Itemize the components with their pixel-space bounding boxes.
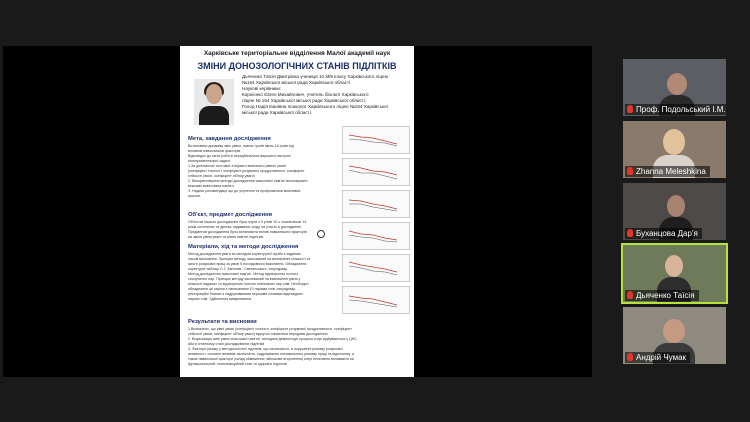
mic-muted-icon bbox=[627, 291, 633, 299]
poster-mini-chart bbox=[342, 286, 410, 314]
text-line: Встановити динаміку змін уваги, пам'яті учнів віком 14 років під bbox=[188, 144, 294, 148]
poster-authors bbox=[242, 74, 410, 116]
section-object-title: Об'єкт, предмет дослідження bbox=[188, 212, 273, 218]
author-line: Дьяченко Таїсія Дмитрівна учениця 10 М/8 класу Харківського ліцею bbox=[242, 74, 389, 79]
participant-label bbox=[625, 290, 699, 301]
shared-poster bbox=[180, 46, 414, 377]
text-line: також навколишні фактори (склад обмеження, військове вторгнення) котрі негативно впливають на bbox=[188, 357, 354, 361]
section-methods-title: Матеріали, хід та методи дослідження bbox=[188, 244, 299, 250]
participant-name: Дьяченко Таїсія bbox=[636, 291, 695, 300]
text-line: обладнання це картки з написаними 10 парами слів, секундомір, bbox=[188, 287, 297, 291]
text-line: 3. Надати рекомендації що до усунення та профілактики можливих bbox=[188, 189, 301, 193]
section-goal-title: Мета, завдання дослідження bbox=[188, 136, 271, 142]
poster-mini-chart bbox=[342, 126, 410, 154]
text-line: років охоплених та діючих надаваних згоду на участь в дослідженні. bbox=[188, 225, 302, 229]
section-results-title: Результати та висновки bbox=[188, 319, 257, 325]
participant-name: Буханцова Дар'я bbox=[636, 229, 698, 238]
text-line: активності, основне впливає залежність, надрізування оптимального режиму праці та відпочинку, а bbox=[188, 352, 354, 356]
poster-title: ЗМІНИ ДОНОЗОЛОГІЧНИХ СТАНІВ ПІДЛІТКІВ bbox=[197, 61, 397, 71]
text-line: Метод дослідження уваги за методою коректурної проби з заданим bbox=[188, 252, 301, 256]
text-line: часом виконання. Принцип методу заснований на визначенні кількості та bbox=[188, 257, 311, 261]
author-line: №154 Харківської міської ради Харківської області bbox=[242, 80, 351, 85]
participant-head bbox=[665, 255, 683, 277]
text-line: можливі зміни рівня пам'яті. bbox=[188, 184, 235, 188]
text-line: на зміни рівня уваги та рівня пам'яті підлітків. bbox=[188, 235, 264, 239]
text-line: якості розумової праці за умов 5 послідовного виконання. Обладнання: bbox=[188, 262, 308, 266]
author-line: Голод Надія Іванівна психолог Харківського ліцею №154 Харківської bbox=[242, 104, 388, 109]
poster-organization: Харківське територіальне відділення Малої академії наук bbox=[203, 50, 391, 57]
section-object-text bbox=[188, 220, 338, 240]
text-line: впливом навколишніх факторів. bbox=[188, 149, 242, 153]
author-photo bbox=[194, 79, 234, 125]
text-line: 1.Визначено, що рівні уваги (коефіцієнт точності, коефіцієнт розумової продуктивності, коефіцієнт bbox=[188, 327, 352, 331]
text-line: функціональний, психоемоційний стан та здоров'я підлітків bbox=[188, 362, 287, 366]
participant-label bbox=[625, 166, 710, 177]
section-goal-text bbox=[188, 144, 338, 199]
participant-name: Zhanna Meleshkina bbox=[636, 167, 706, 176]
author-line: міської ради Харківської області. bbox=[242, 110, 313, 115]
participant-tile[interactable] bbox=[623, 59, 726, 116]
mic-muted-icon bbox=[627, 167, 633, 175]
participant-label bbox=[625, 104, 726, 115]
text-line: стійкості уваги, коефіцієнт об'єму уваги) bbox=[188, 174, 255, 178]
text-line: експериментальні задачі: bbox=[188, 159, 231, 163]
mic-muted-icon bbox=[627, 353, 633, 361]
text-line: Об'єктом нашого дослідження була група з 9 учнів 10-х класів віком 14 bbox=[188, 220, 307, 224]
participant-tile-active-speaker[interactable] bbox=[623, 245, 726, 302]
text-line: Відповідно до мети роботи передбачалося вирішити наступні bbox=[188, 154, 291, 158]
participant-name: Андрій Чумак bbox=[636, 353, 687, 362]
poster-mini-chart bbox=[342, 190, 410, 218]
poster-mini-chart bbox=[342, 158, 410, 186]
text-line: причин. bbox=[188, 194, 201, 198]
section-results-text bbox=[188, 327, 408, 367]
participant-head bbox=[663, 319, 685, 343]
mic-muted-icon bbox=[627, 105, 633, 113]
text-line: 1.За допомогою тестових з'ясувати визначити рівень уваги bbox=[188, 164, 287, 168]
participant-head bbox=[667, 73, 687, 95]
text-line: 2. Візуалізація змін рівня смислової пам'яті, методика демонструє процеси котрі відбуваються у ЦНС, bbox=[188, 337, 358, 341]
text-line: 2. Використовуючи методи дослідження смислової пам'яті віссалкувати bbox=[188, 179, 308, 183]
text-line: або в істинному стані досліджуваних підлітків bbox=[188, 342, 265, 346]
text-line: (коефіцієнт точності, коефіцієнт розумової продуктивності, коефіцієнт bbox=[188, 169, 305, 173]
participant-tile[interactable] bbox=[623, 307, 726, 364]
photo-face bbox=[206, 84, 222, 104]
photo-body bbox=[199, 106, 229, 125]
participant-label bbox=[625, 352, 690, 363]
participant-tile[interactable] bbox=[623, 121, 726, 178]
mic-muted-icon bbox=[627, 229, 633, 237]
text-line: сполучених пар. Принцип методу заснований на визначенні рівня у bbox=[188, 277, 301, 281]
participant-tile[interactable] bbox=[623, 183, 726, 240]
participant-head bbox=[667, 195, 685, 217]
text-line: кількості наданих та відтворених логічно пов'язаних пар слів. Необхідно bbox=[188, 282, 309, 286]
text-line: реєстраційні бланки з надрукованими першими словами відповідних bbox=[188, 292, 303, 296]
poster-mini-chart bbox=[342, 254, 410, 282]
section-methods-text bbox=[188, 252, 338, 302]
text-line: Метод дослідження смислової пам'яті. Метод відтворення логічно bbox=[188, 272, 299, 276]
participant-head bbox=[663, 129, 685, 155]
author-line: Корнієнко Євген Михайлович, учитель біології Харківського bbox=[242, 92, 369, 97]
text-line: 3. Фактори ризику у методологічної підлітків, що належаться, в порушенні режиму розумової bbox=[188, 347, 343, 351]
text-line: парних слів. Здійснення вимірювання. bbox=[188, 297, 252, 301]
author-line: ліцею № 154 Харківської міської ради Харківської області; bbox=[242, 98, 367, 103]
participant-name: Проф. Подольський І.М. bbox=[636, 105, 726, 114]
text-line: Предметом дослідження було встановити вплив навколишніх факторів bbox=[188, 230, 307, 234]
mouse-cursor-icon bbox=[317, 230, 325, 238]
poster-mini-chart bbox=[342, 222, 410, 250]
text-line: коректурні таблиці О.Г. Заносав - Смілянського, секундомір. bbox=[188, 267, 289, 271]
participant-label bbox=[625, 228, 702, 239]
author-line: Наукові керівники: bbox=[242, 86, 282, 91]
text-line: стійкості уваги, коефіцієнт об'єму уваги) відчутно знизилися впродовж дослідження. bbox=[188, 332, 329, 336]
